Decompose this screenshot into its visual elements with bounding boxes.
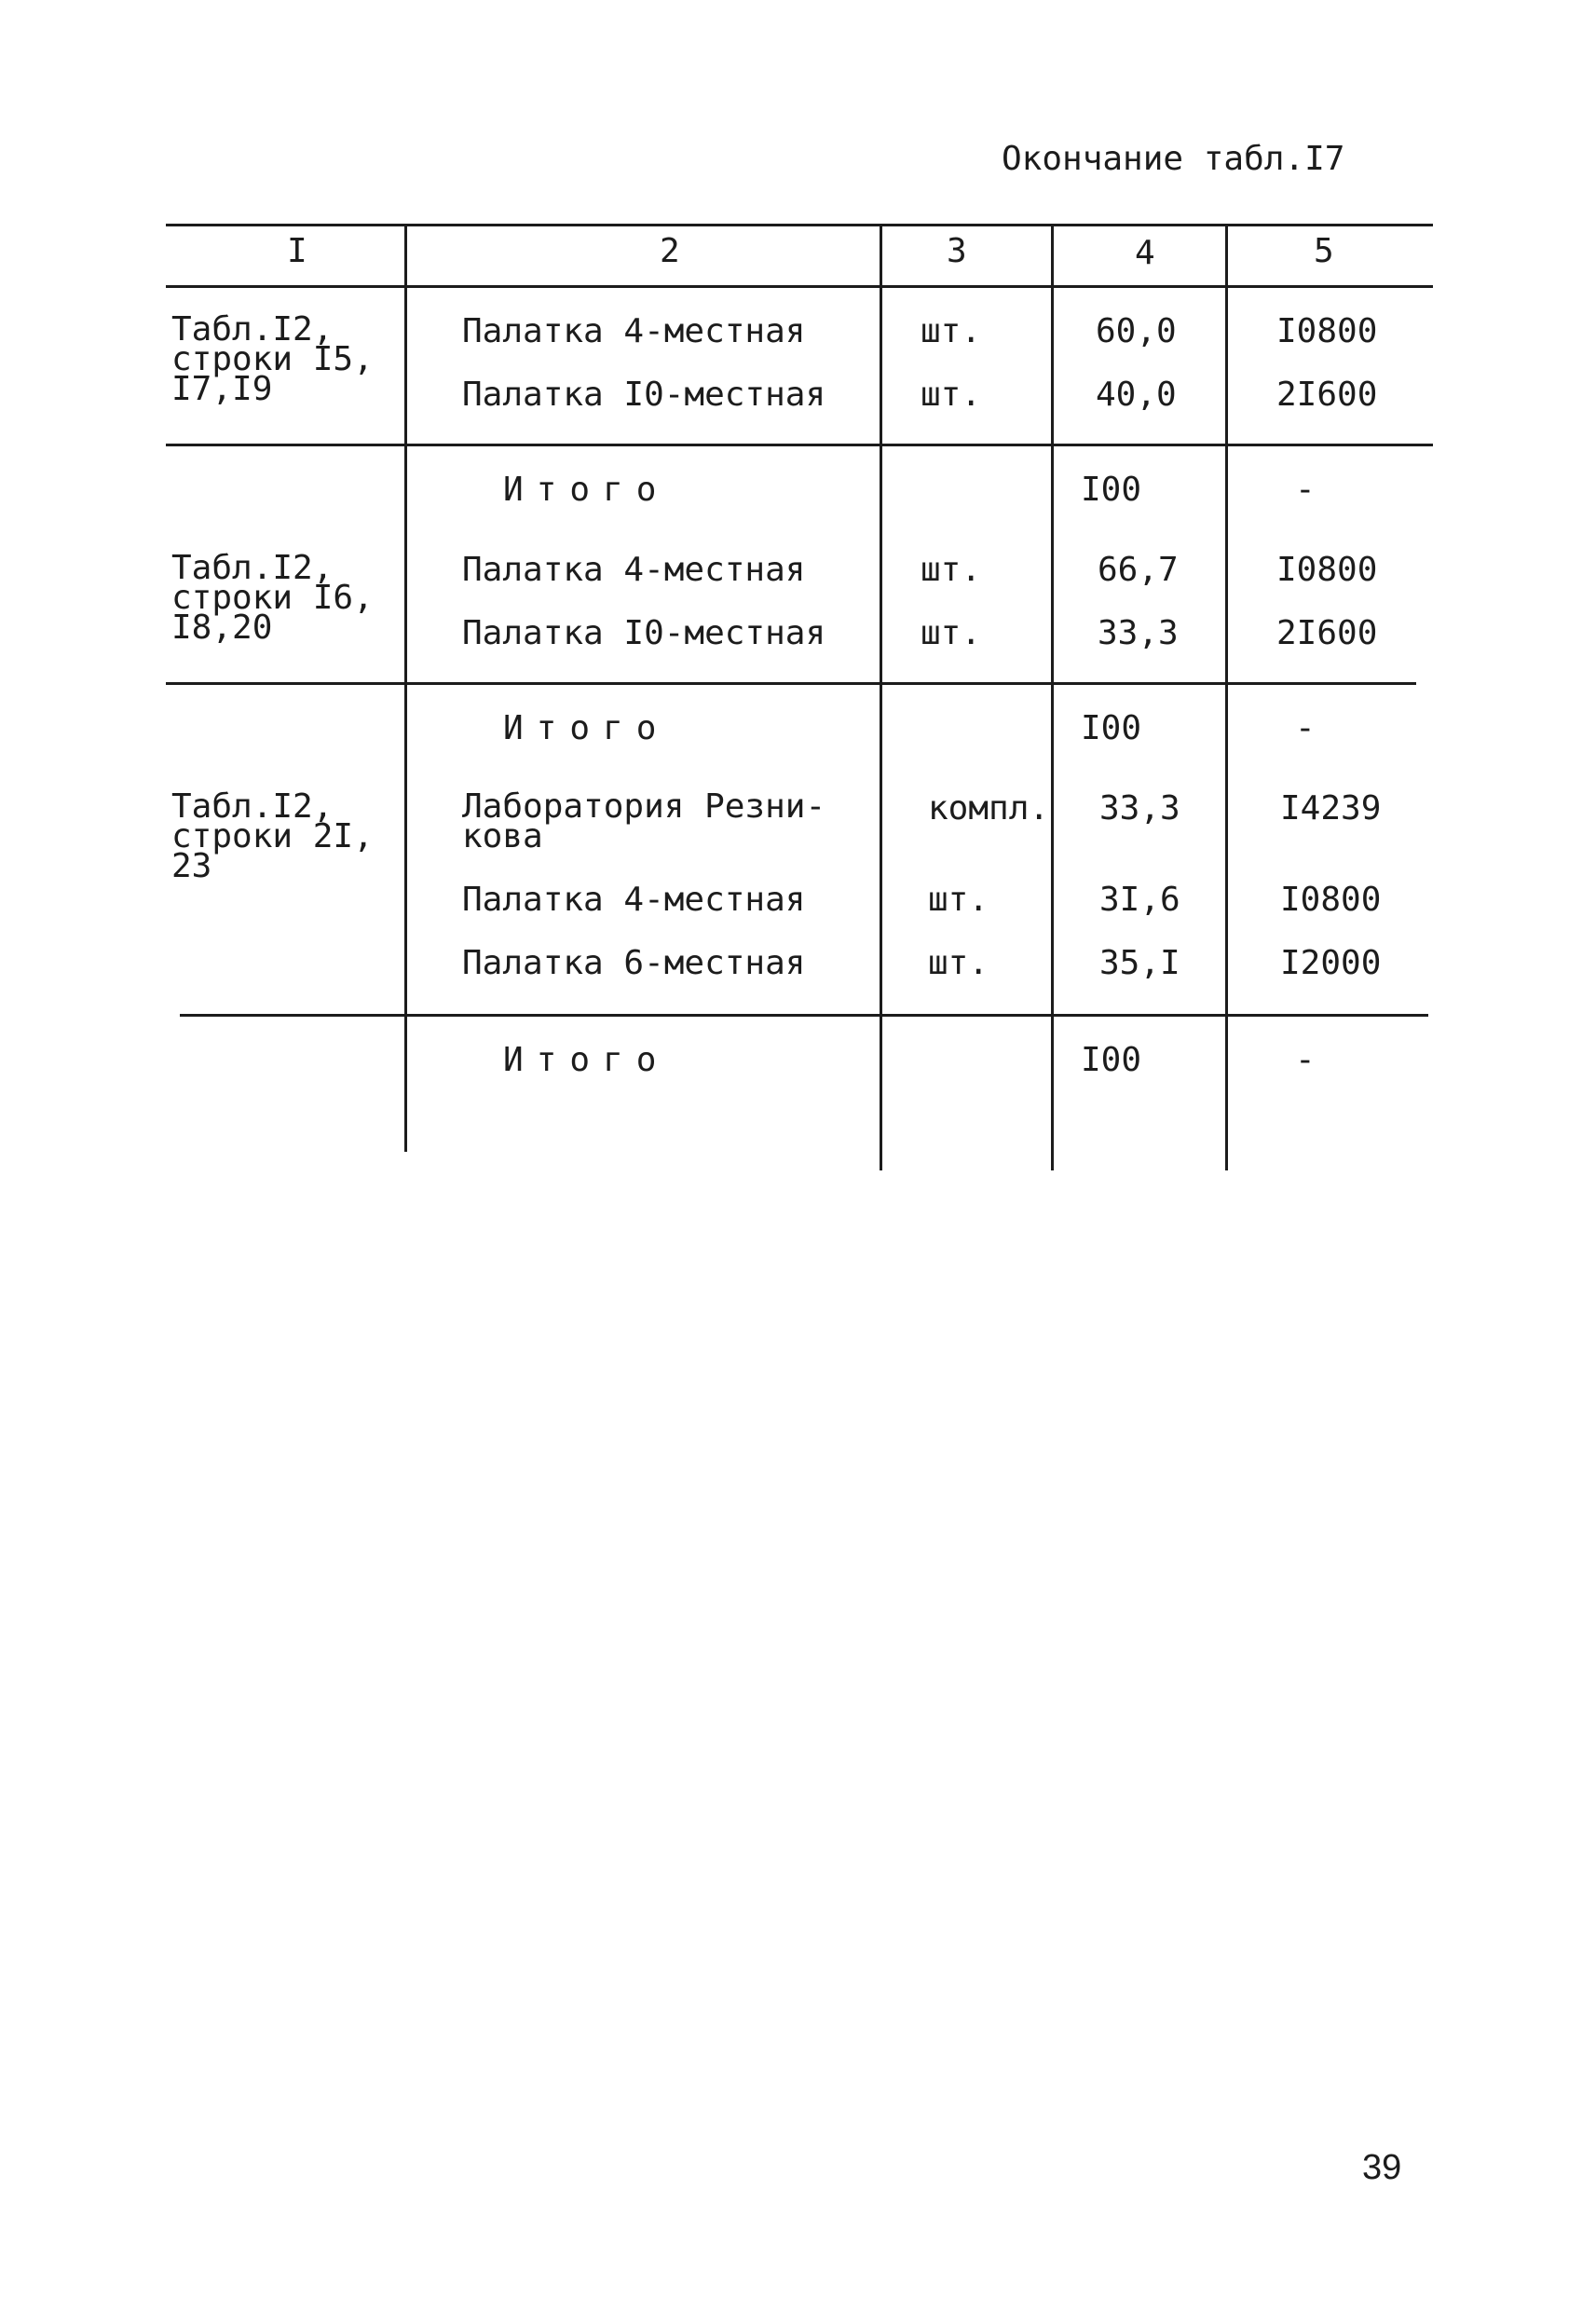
column-header-3: 3	[947, 232, 967, 270]
item-name: Палатка I0-местная	[462, 614, 826, 652]
group-3-reference	[171, 787, 374, 885]
total-share: I00	[1081, 709, 1142, 747]
item-name-line: Лаборатория Резни-	[462, 787, 826, 826]
item-share: 33,3	[1098, 614, 1179, 652]
reference-line: строки I6,	[171, 579, 374, 617]
group-2-reference	[171, 549, 374, 647]
group-1-reference	[171, 310, 374, 408]
item-unit: шт.	[928, 944, 989, 982]
column-divider-2	[880, 224, 882, 1170]
item-unit: шт.	[921, 614, 982, 652]
column-divider-3	[1051, 224, 1054, 1170]
reference-line: I7,I9	[171, 370, 273, 408]
page-number: 39	[1362, 2148, 1402, 2187]
column-header-5: 5	[1314, 232, 1334, 270]
reference-line: строки I5,	[171, 340, 374, 378]
total-share: I00	[1081, 471, 1142, 509]
item-name: Палатка 4-местная	[462, 551, 806, 589]
item-name: Палатка 4-местная	[462, 881, 806, 919]
total-share: I00	[1081, 1041, 1142, 1079]
reference-line: Табл.I2,	[171, 787, 334, 826]
column-divider-4	[1225, 224, 1228, 1170]
column-header-1: I	[287, 232, 307, 270]
column-header-4: 4	[1135, 234, 1155, 272]
item-name: Палатка 6-местная	[462, 944, 806, 982]
table-caption: Окончание табл.I7	[1002, 140, 1345, 178]
header-bottom-rule	[166, 285, 1433, 288]
column-divider-1	[404, 224, 407, 1152]
item-unit: шт.	[921, 376, 982, 414]
item-price: 2I600	[1276, 376, 1378, 414]
reference-line: Табл.I2,	[171, 549, 334, 587]
total-label: Итого	[503, 471, 670, 509]
item-name-line: кова	[462, 817, 543, 855]
header-top-rule	[166, 224, 1433, 226]
item-unit: шт.	[921, 312, 982, 350]
item-name: Палатка 4-местная	[462, 312, 806, 350]
item-price: I0800	[1276, 551, 1378, 589]
reference-line: 23	[171, 847, 212, 885]
group-1-bottom-rule	[166, 444, 1433, 446]
reference-line: I8,20	[171, 609, 273, 647]
item-share: 35,I	[1099, 944, 1180, 982]
reference-line: строки 2I,	[171, 817, 374, 855]
item-share: 66,7	[1098, 551, 1179, 589]
item-price: I0800	[1280, 881, 1382, 919]
item-price: I0800	[1276, 312, 1378, 350]
item-price: I4239	[1280, 789, 1382, 828]
item-unit: шт.	[921, 551, 982, 589]
item-share: 3I,6	[1099, 881, 1180, 919]
item-share: 60,0	[1096, 312, 1177, 350]
item-name	[462, 787, 826, 855]
total-label: Итого	[503, 1041, 670, 1079]
total-label: Итого	[503, 709, 670, 747]
group-3-bottom-rule	[180, 1014, 1428, 1017]
reference-line: Табл.I2,	[171, 310, 334, 349]
item-price: 2I600	[1276, 614, 1378, 652]
item-unit: компл.	[928, 789, 1050, 828]
item-name: Палатка I0-местная	[462, 376, 826, 414]
item-price: I2000	[1280, 944, 1382, 982]
column-header-2: 2	[660, 232, 680, 270]
total-price: -	[1295, 709, 1316, 747]
total-price: -	[1295, 471, 1316, 509]
item-share: 33,3	[1099, 789, 1180, 828]
group-2-bottom-rule	[166, 682, 1416, 685]
item-share: 40,0	[1096, 376, 1177, 414]
item-unit: шт.	[928, 881, 989, 919]
total-price: -	[1295, 1041, 1316, 1079]
